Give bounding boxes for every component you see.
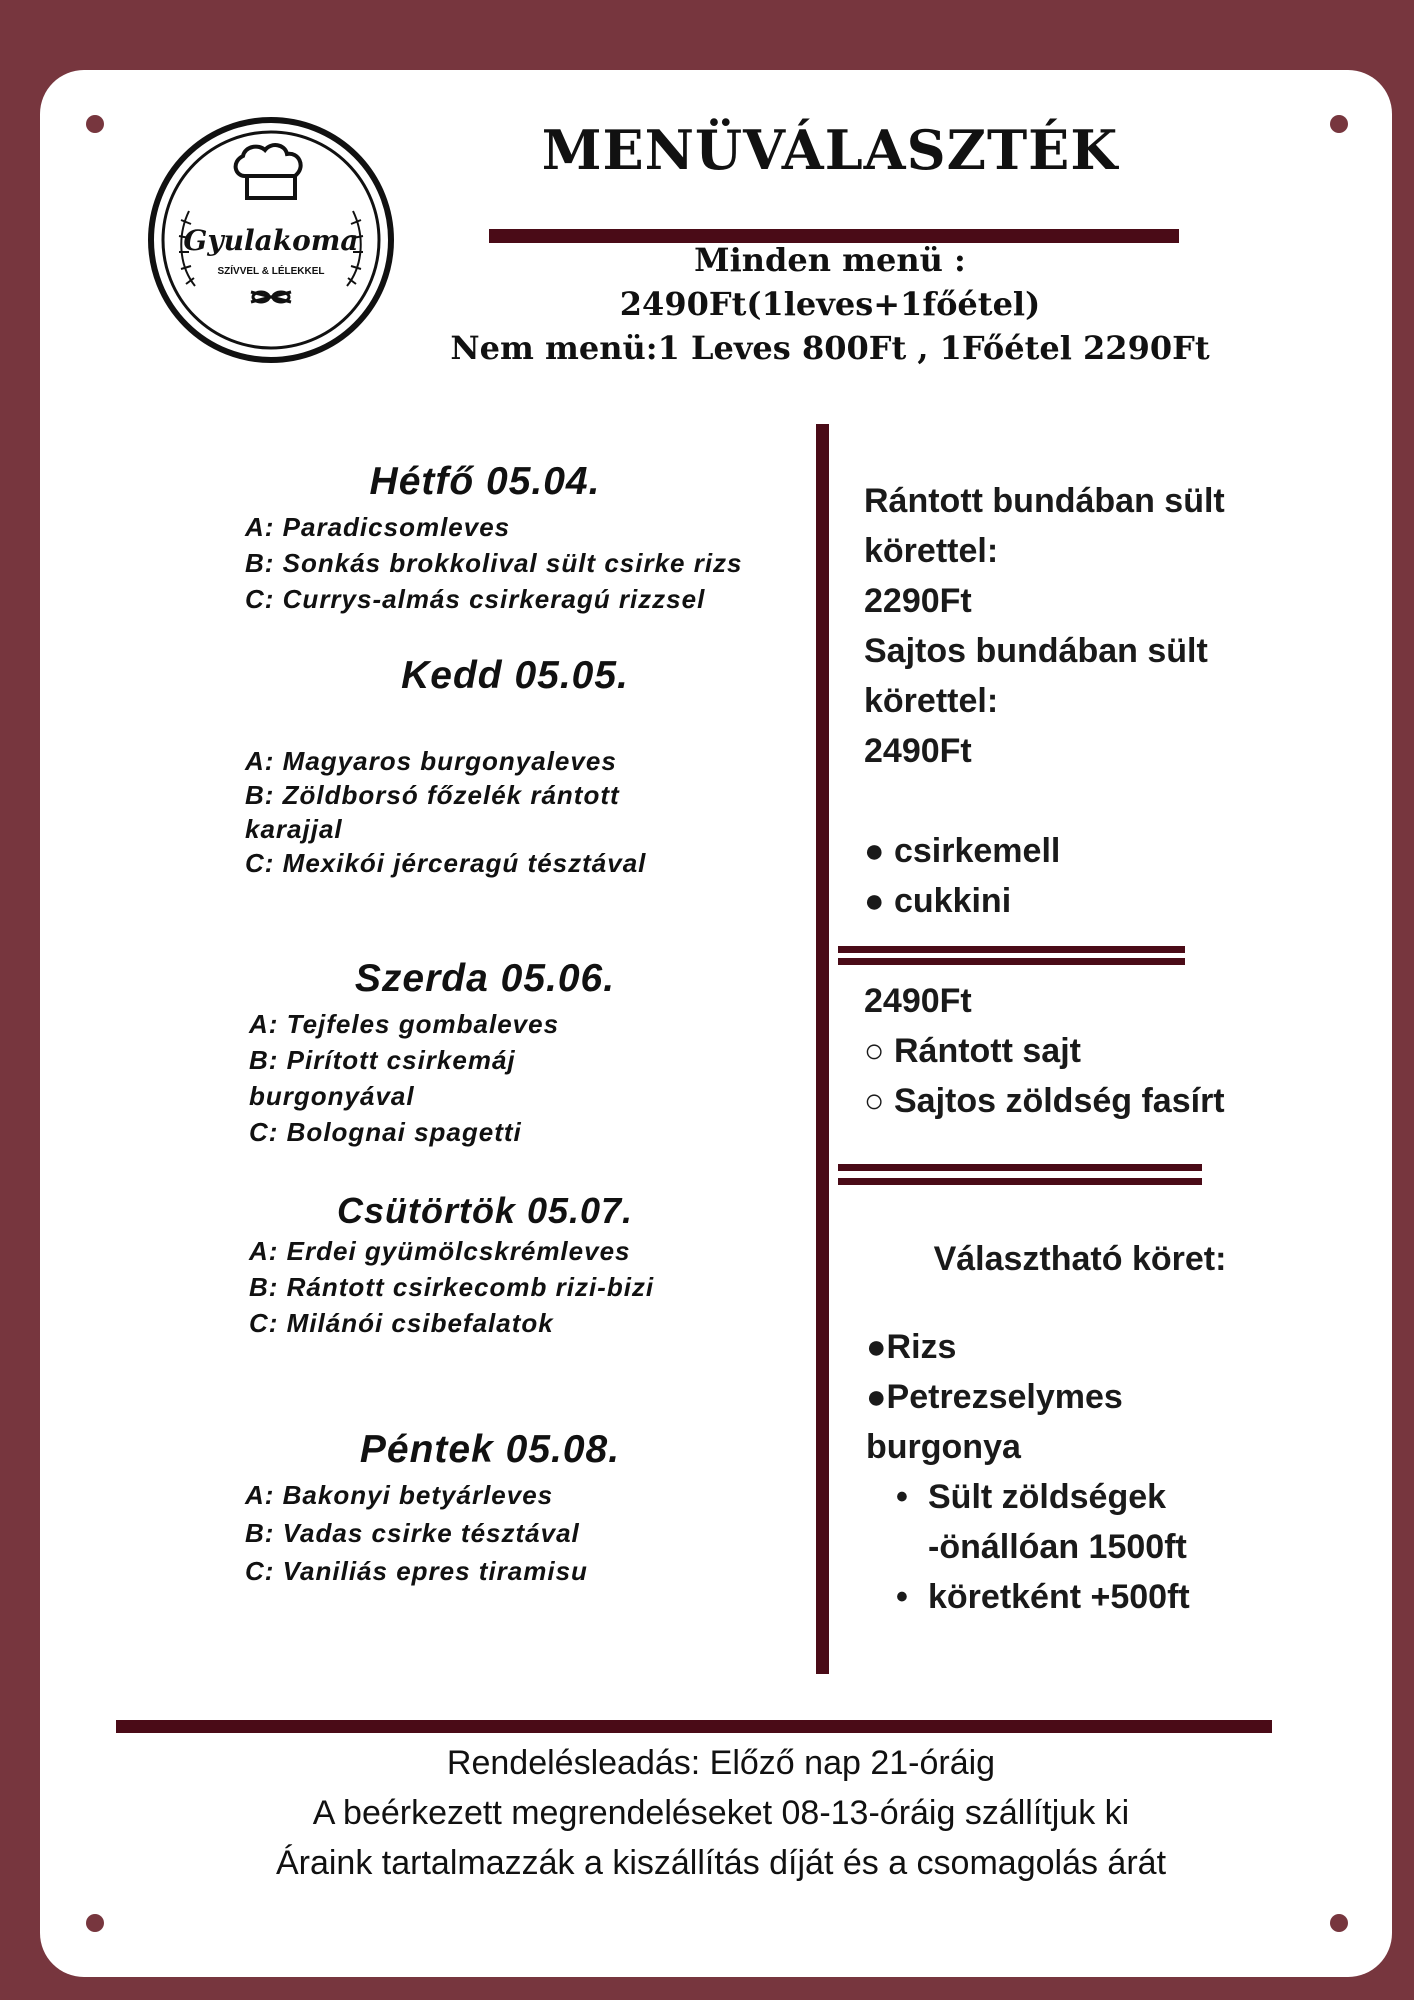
side-line: 2290Ft <box>864 582 972 620</box>
side-line: 2490Ft <box>864 982 972 1020</box>
garnish-extra-item-cont: -önállóan 1500ft <box>928 1528 1187 1566</box>
menu-item: C: Mexikói jérceragú tésztával <box>245 848 647 878</box>
side-line: körettel: <box>864 532 999 570</box>
day-items-wednesday <box>249 1006 559 1150</box>
garnish-extra-item: • köretként +500ft <box>928 1572 1190 1622</box>
menu-item: B: Vadas csirke tésztával <box>245 1518 580 1548</box>
side-line: Sajtos bundában sült <box>864 632 1208 670</box>
menu-item: B: Sonkás brokkolival sült csirke rizs <box>245 548 743 578</box>
side-line: 2490Ft <box>864 732 972 770</box>
garnish-title: Választható köret: <box>933 1240 1227 1278</box>
menu-item: C: Milánói csibefalatok <box>249 1308 554 1338</box>
corner-dot <box>86 115 104 133</box>
restaurant-logo <box>147 116 395 364</box>
price-line: 2490Ft(1leves+1főétel) <box>619 285 1041 323</box>
price-line: Nem menü:1 Leves 800Ft , 1Főétel 2290Ft <box>450 329 1210 367</box>
garnish-extra-item: • Sült zöldségek <box>928 1472 1190 1522</box>
double-divider <box>838 958 1185 965</box>
side-block-cheese <box>864 976 1225 1126</box>
day-title-wednesday: Szerda 05.06. <box>354 957 616 1000</box>
side-bullet: ● csirkemell <box>864 832 1061 870</box>
menu-item: A: Tejfeles gombaleves <box>249 1009 560 1039</box>
column-divider <box>816 424 829 1674</box>
garnish-list <box>866 1322 1123 1472</box>
price-info <box>420 238 1240 370</box>
side-line: ○ Rántott sajt <box>864 1032 1081 1070</box>
corner-dot <box>1330 1914 1348 1932</box>
menu-item: burgonyával <box>249 1081 415 1111</box>
footer-info <box>116 1738 1326 1888</box>
side-line: Rántott bundában sült <box>864 482 1225 520</box>
side-line: ○ Sajtos zöldség fasírt <box>864 1082 1225 1120</box>
menu-item: karajjal <box>245 814 343 844</box>
menu-item: C: Vaniliás epres tiramisu <box>245 1556 588 1586</box>
day-title-tuesday: Kedd 05.05. <box>401 654 629 697</box>
double-divider <box>838 1178 1202 1185</box>
corner-dot <box>1330 115 1348 133</box>
logo-tagline: SZÍVVEL & LÉLEKKEL <box>217 266 325 277</box>
day-title-friday: Péntek 05.08. <box>359 1428 621 1471</box>
menu-item: A: Magyaros burgonyaleves <box>245 746 617 776</box>
double-divider <box>838 946 1185 953</box>
footer-line: Áraink tartalmazzák a kiszállítás díját és a csomagolás árát <box>275 1844 1167 1882</box>
menu-item: C: Currys-almás csirkeragú rizzsel <box>245 584 706 614</box>
side-block-breaded <box>864 476 1225 926</box>
menu-item: A: Paradicsomleves <box>245 512 511 542</box>
menu-item: B: Pirított csirkemáj <box>249 1045 516 1075</box>
footer-line: A beérkezett megrendeléseket 08-13-óráig szállítjuk ki <box>312 1794 1130 1832</box>
price-line: Minden menü : <box>694 241 966 279</box>
corner-dot <box>86 1914 104 1932</box>
day-items-monday <box>245 509 743 617</box>
menu-item: A: Bakonyi betyárleves <box>245 1480 554 1510</box>
menu-item: A: Erdei gyümölcskrémleves <box>249 1236 631 1266</box>
menu-item: B: Rántott csirkecomb rizi-bizi <box>249 1272 655 1302</box>
garnish-item: ●Petrezselymes <box>866 1378 1123 1416</box>
day-items-friday <box>245 1476 588 1590</box>
page-title: MENÜVÁLASZTÉK <box>541 118 1119 182</box>
footer-divider <box>116 1720 1272 1733</box>
footer-line: Rendelésleadás: Előző nap 21-óráig <box>446 1744 996 1782</box>
logo-name: Gyulakoma <box>183 224 359 257</box>
side-bullet: ● cukkini <box>864 882 1012 920</box>
garnish-item: ●Rizs <box>866 1328 957 1366</box>
garnish-item: burgonya <box>866 1428 1021 1466</box>
garnish-extra-list <box>928 1472 1190 1622</box>
side-line: körettel: <box>864 682 999 720</box>
day-items-tuesday <box>245 744 646 880</box>
day-items-thursday <box>249 1233 654 1341</box>
menu-item: C: Bolognai spagetti <box>249 1117 522 1147</box>
double-divider <box>838 1164 1202 1171</box>
day-title-monday: Hétfő 05.04. <box>369 460 601 503</box>
day-title-thursday: Csütörtök 05.07. <box>336 1190 634 1231</box>
menu-item: B: Zöldborsó főzelék rántott <box>245 780 620 810</box>
